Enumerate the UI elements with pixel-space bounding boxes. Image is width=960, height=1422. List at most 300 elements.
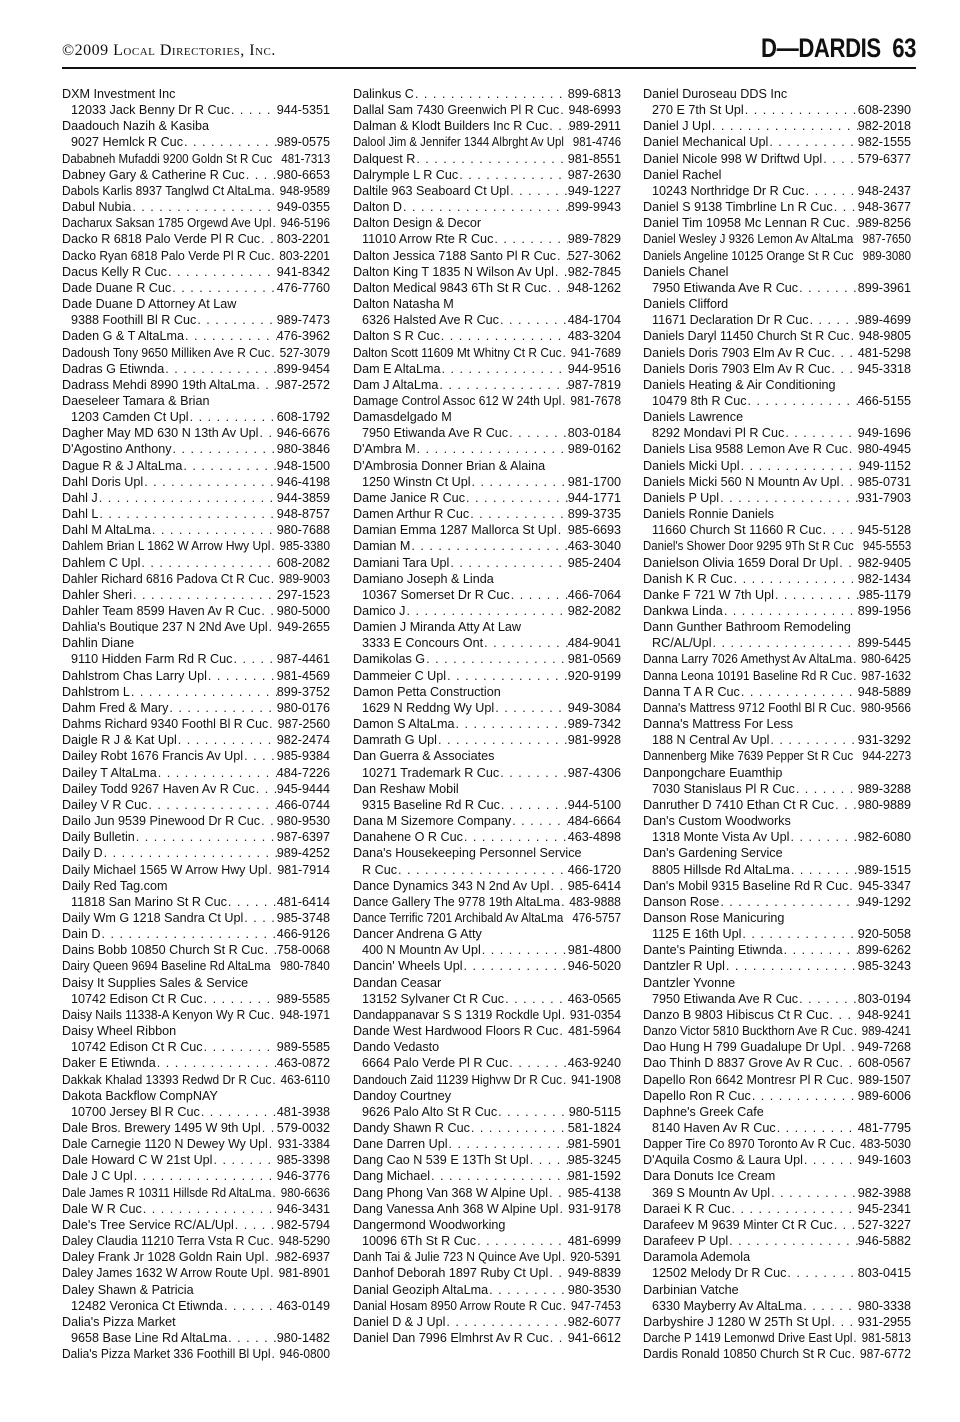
listing-name: Daden G & T AltaLma [62, 329, 185, 344]
listing-phone: 948-6993 [568, 103, 621, 118]
listing-entry [643, 474, 911, 490]
leader-dots [227, 894, 277, 910]
listing-entry [62, 668, 330, 684]
listing-entry [643, 215, 911, 231]
listing-phone: 899-9454 [276, 361, 330, 376]
listing-entry [62, 134, 330, 150]
listing-name: Daniels Lawrence [643, 410, 744, 425]
listing-name: Danhof Deborah 1897 Ruby Ct Upl [353, 1266, 549, 1281]
listing-entry [353, 377, 621, 393]
listing-phone: 899-3961 [857, 280, 911, 295]
listing-entry [62, 1185, 330, 1201]
listing-name: Damrath G Upl [353, 733, 437, 748]
listing-phone: 989-5585 [276, 991, 330, 1006]
listing-name: Damasdelgado M [353, 410, 452, 425]
listing-phone: 481-3938 [276, 1104, 330, 1119]
leader-dots [425, 651, 568, 667]
listing-entry [62, 797, 330, 813]
listing-name: 10367 Somerset Dr R Cuc [362, 587, 510, 602]
listing-phone: 987-4306 [567, 765, 621, 780]
listing-name: Darafeev P Upl [643, 1234, 729, 1249]
listing-heading [353, 684, 621, 700]
listing-entry [353, 1265, 621, 1281]
listing-phone: 931-9178 [568, 1201, 621, 1216]
listing-name: Dalton D [353, 200, 402, 215]
listing-name: Daniel S 9138 Timbrline Ln R Cuc [643, 200, 833, 215]
listing-phone: 466-5155 [857, 393, 911, 408]
listing-name: 7950 Etiwanda Ave R Cuc [362, 426, 509, 441]
leader-dots [168, 700, 276, 716]
leader-dots [504, 991, 568, 1007]
listing-name: Dadras G Etiwnda [62, 361, 165, 376]
listing-phone: 981-4800 [567, 943, 621, 958]
listing-entry [643, 1152, 911, 1168]
listing-entry [353, 797, 621, 813]
listing-phone: 980-4945 [857, 442, 911, 457]
listing-heading [353, 845, 621, 861]
listing-entry [353, 765, 621, 781]
leader-dots [790, 862, 858, 878]
listing-entry [643, 490, 911, 506]
listing-entry [643, 1330, 911, 1346]
listing-phone: 981-7678 [570, 393, 621, 408]
listing-name: 9658 Base Line Rd AltaLma [71, 1331, 228, 1346]
leader-dots [271, 1185, 280, 1201]
listing-entry [62, 1152, 330, 1168]
listing-name: Daily Red Tag.com [62, 878, 168, 893]
listing-name: Danh Tai & Julie 723 N Quince Ave Upl [353, 1250, 561, 1265]
listing-heading [643, 765, 911, 781]
leader-dots [488, 1282, 568, 1298]
listing-entry [643, 555, 911, 571]
listing-name: Dandy Shawn R Cuc [353, 1121, 470, 1135]
listing-phone: 985-1179 [858, 587, 911, 602]
listing-entry [353, 991, 621, 1007]
listing-name: 10271 Trademark R Cuc [362, 765, 500, 780]
leader-dots [268, 862, 278, 878]
listing-phone: 608-1792 [276, 410, 330, 425]
listing-phone: 463-9240 [567, 1056, 621, 1071]
listing-entry [643, 312, 911, 328]
listing-phone: 989-7342 [567, 717, 621, 732]
listing-name: Daniel Duroseau DDS Inc [643, 87, 788, 101]
leader-dots [499, 312, 568, 328]
listing-entry [643, 183, 911, 199]
listing-name: Dailey T AltaLma [62, 765, 157, 780]
leader-dots [852, 1330, 861, 1346]
leader-dots [834, 797, 858, 813]
listing-name: Daltile 963 Seaboard Ct Upl [353, 183, 510, 198]
listing-phone: 980-6425 [860, 652, 911, 667]
listing-entry [62, 377, 330, 393]
leader-dots [184, 328, 277, 344]
listing-name: Daphne's Greek Cafe [643, 1104, 764, 1119]
listing-phone: 985-9384 [276, 749, 330, 764]
leader-dots [784, 425, 857, 441]
leader-dots [271, 1072, 280, 1088]
leader-dots [841, 1039, 858, 1055]
listing-name: Dang Cao N 539 E 13Th St Upl [353, 1153, 529, 1168]
listing-name: Danahene O R Cuc [353, 830, 463, 845]
listing-name: Dahl L [62, 507, 99, 522]
leader-dots [156, 1055, 277, 1071]
listing-heading [643, 296, 911, 312]
listing-name: Dahms Richard 9340 Foothl Bl R Cuc [62, 717, 269, 732]
listing-name: Dacharux Saksan 1785 Orgewd Ave Upl [62, 216, 272, 231]
leader-dots [783, 942, 858, 958]
listing-entry [643, 781, 911, 797]
leader-dots [829, 1007, 858, 1023]
leader-dots [851, 1346, 860, 1362]
leader-dots [497, 1104, 569, 1120]
listing-phone: 920-9199 [567, 668, 621, 683]
leader-dots [470, 1120, 568, 1136]
listing-name: Daley Claudia 11210 Terra Vsta R Cuc [62, 1234, 270, 1249]
listing-heading [62, 975, 330, 991]
listing-heading [62, 393, 330, 409]
leader-dots [164, 361, 277, 377]
listing-name: 11671 Declaration Dr R Cuc [652, 313, 809, 328]
listing-name: Dacus Kelly R Cuc [62, 264, 167, 279]
listing-entry [62, 587, 330, 603]
listing-name: Daniels Micki 560 N Mountn Av Upl [643, 474, 840, 489]
listing-phone: 484-9041 [567, 636, 621, 651]
listing-phone: 981-5813 [861, 1331, 911, 1346]
listing-phone: 948-1500 [276, 458, 330, 473]
listing-entry [643, 458, 911, 474]
leader-dots [143, 474, 277, 490]
listing-phone: 987-4461 [276, 652, 330, 667]
listing-name: Dalrymple L R Cuc [353, 167, 459, 182]
listing-phone: 944-3859 [276, 490, 330, 505]
listing-entry [353, 506, 621, 522]
listing-entry [62, 1298, 330, 1314]
listing-entry [643, 1007, 911, 1023]
listing-phone: 466-9126 [276, 927, 330, 942]
leader-dots [98, 490, 277, 506]
listing-phone: 476-3962 [276, 329, 330, 344]
leader-dots [822, 151, 858, 167]
listing-entry [643, 151, 911, 167]
listing-heading [62, 296, 330, 312]
listing-phone: 803-2201 [279, 248, 330, 263]
listing-heading [643, 377, 911, 393]
listing-name: Damage Control Assoc 612 W 24th Upl [353, 393, 562, 408]
listing-entry [353, 134, 621, 150]
listing-name: Dale Howard C W 21st Upl [62, 1153, 213, 1168]
listing-entry [353, 1314, 621, 1330]
leader-dots [203, 991, 277, 1007]
listing-name: Damien J Miranda Atty At Law [353, 620, 521, 635]
listing-name: 12033 Jack Benny Dr R Cuc [71, 103, 230, 118]
listing-entry [643, 797, 911, 813]
listing-phone: 980-3338 [857, 1298, 911, 1313]
listing-name: Dale Carnegie 1120 N Dewey Wy Upl [62, 1137, 268, 1152]
leader-dots [261, 1120, 277, 1136]
listing-name: Dabols Karlis 8937 Tanglwd Ct AltaLma [62, 183, 271, 198]
listing-phone: 946-5882 [857, 1234, 911, 1249]
listing-heading [353, 926, 621, 942]
listing-column-1 [62, 86, 330, 1362]
leader-dots [167, 264, 277, 280]
listing-phone: 981-8551 [567, 151, 621, 166]
listing-name: Dane Darren Upl [353, 1137, 448, 1152]
listing-phone: 945-3347 [858, 878, 911, 893]
listing-phone: 899-6262 [857, 943, 911, 958]
listing-entry [643, 1314, 911, 1330]
leader-dots [465, 490, 568, 506]
listing-entry [353, 248, 621, 264]
listing-entry [353, 393, 621, 409]
listing-phone: 946-6676 [276, 426, 330, 441]
listing-entry [353, 958, 621, 974]
listing-phone: 981-1700 [567, 474, 621, 489]
leader-dots [556, 248, 568, 264]
listing-name: 12502 Melody Dr R Cuc [652, 1266, 787, 1281]
leader-dots [549, 878, 567, 894]
leader-dots [268, 1136, 278, 1152]
leader-dots [561, 1007, 570, 1023]
listing-name: Dan Reshaw Mobil [353, 781, 459, 796]
listing-phone: 476-7760 [276, 280, 330, 295]
leader-dots [182, 458, 276, 474]
leader-dots [227, 1330, 277, 1346]
listing-name: Dame Janice R Cuc [353, 490, 465, 505]
leader-dots [445, 1314, 567, 1330]
listing-phone: 608-2390 [857, 103, 911, 118]
listing-phone: 481-6414 [276, 894, 330, 909]
listing-entry [353, 280, 621, 296]
leader-dots [268, 619, 278, 635]
leader-dots [243, 910, 276, 926]
listing-name: Dance Terrific 7201 Archibald Av AltaLma [353, 910, 564, 925]
listing-entry [353, 1007, 621, 1023]
leader-dots [510, 587, 568, 603]
listing-name: Dana's Housekeeping Personnel Service [353, 846, 582, 861]
leader-dots [854, 248, 863, 264]
leader-dots [853, 748, 862, 764]
listing-name: Dahl Doris Upl [62, 474, 144, 489]
listing-phone: 987-1632 [861, 668, 911, 683]
listing-name: Damikolas G [353, 652, 426, 667]
leader-dots [548, 1265, 567, 1281]
listing-phone: 949-1696 [857, 426, 911, 441]
listing-entry [62, 942, 330, 958]
listing-entry [62, 684, 330, 700]
listing-phone: 989-0162 [567, 442, 621, 457]
listing-phone: 803-0194 [857, 991, 911, 1006]
listing-name: Danna's Mattress 9712 Foothl Bl R Cuc [643, 700, 852, 715]
listing-entry [353, 522, 621, 538]
listing-phone: 466-7064 [567, 587, 621, 602]
listing-name: Dance Dynamics 343 N 2nd Av Upl [353, 878, 550, 893]
listing-entry [643, 199, 911, 215]
leader-dots [132, 587, 277, 603]
listing-entry [643, 393, 911, 409]
leader-dots [798, 280, 858, 296]
listing-phone: 803-0415 [857, 1266, 911, 1281]
leader-dots [731, 1201, 858, 1217]
leader-dots [200, 1104, 277, 1120]
leader-dots [449, 555, 567, 571]
listing-heading [643, 910, 911, 926]
listing-phone: 982-1555 [857, 135, 911, 150]
listing-name: Daley Frank Jr 1028 Goldn Rain Upl [62, 1250, 265, 1265]
listing-phone: 987-6397 [276, 830, 330, 845]
listing-entry [643, 1136, 911, 1152]
header-rule [62, 67, 916, 69]
listing-phone: 899-3735 [567, 507, 621, 522]
leader-dots [405, 603, 567, 619]
listing-phone: 989-4241 [861, 1024, 911, 1039]
listing-phone: 481-6999 [567, 1234, 621, 1249]
listing-name: Daniels Doris 7903 Elm Av R Cuc [643, 345, 831, 360]
listing-name: Darche P 1419 Lemonwd Drive East Upl [643, 1331, 853, 1346]
listing-phone: 481-7795 [857, 1121, 911, 1135]
listing-name: Dao Hung H 799 Guadalupe Dr Upl [643, 1040, 842, 1055]
listing-entry [353, 86, 621, 102]
listing-name: Dantzler Yvonne [643, 975, 736, 990]
listing-name: Dann Gunther Bathroom Remodeling [643, 620, 851, 635]
listing-phone: 982-6080 [857, 830, 911, 845]
listing-entry [643, 345, 911, 361]
listing-phone: 481-5964 [568, 1024, 621, 1039]
leader-dots [183, 134, 277, 150]
listing-entry [353, 1330, 621, 1346]
listing-name: Dacko R 6818 Palo Verde Pl R Cuc [62, 232, 261, 247]
listing-phone: 948-1262 [567, 280, 621, 295]
listing-phone: 989-9003 [278, 571, 330, 586]
listing-entry [353, 167, 621, 183]
listing-phone: 948-8757 [276, 507, 330, 522]
listing-name: Dague R & J AltaLma [62, 458, 183, 473]
listing-phone: 483-5030 [860, 1137, 911, 1152]
listing-entry [643, 878, 911, 894]
listing-name: Dalton Medical 9843 6Th St R Cuc [353, 280, 547, 295]
leader-dots [851, 1136, 860, 1152]
listing-phone: 946-5196 [280, 216, 330, 231]
listing-heading [643, 1282, 911, 1298]
listing-phone: 980-3846 [276, 442, 330, 457]
leader-dots [255, 377, 277, 393]
listing-heading [353, 458, 621, 474]
leader-dots [830, 361, 857, 377]
leader-dots [172, 441, 277, 457]
listing-name: Daraei K R Cuc [643, 1201, 731, 1216]
listing-entry [643, 829, 911, 845]
listing-entry [353, 555, 621, 571]
listing-entry [353, 829, 621, 845]
listing-name: Dalton S R Cuc [353, 329, 440, 344]
leader-dots [786, 1265, 857, 1281]
leader-dots [415, 151, 567, 167]
leader-dots [177, 732, 277, 748]
listing-entry [62, 1104, 330, 1120]
leader-dots [849, 1072, 858, 1088]
listing-entry [62, 425, 330, 441]
listing-entry [62, 781, 330, 797]
listing-heading [62, 1314, 330, 1330]
listing-phone: 989-0575 [276, 135, 330, 150]
listing-name: Danruther D 7410 Ethan Ct R Cuc [643, 797, 835, 812]
listing-heading [643, 1168, 911, 1184]
listing-entry [62, 441, 330, 457]
listing-heading [643, 1104, 911, 1120]
listing-name: 9110 Hidden Farm Rd R Cuc [71, 652, 233, 667]
leader-dots [809, 312, 858, 328]
listing-name: Dantzler R Upl [643, 959, 725, 974]
listing-entry [62, 845, 330, 861]
listing-entry [62, 1136, 330, 1152]
leader-dots [789, 829, 857, 845]
listing-phone: 948-5290 [278, 1234, 330, 1249]
leader-dots [776, 1120, 858, 1136]
listing-phone: 463-6110 [280, 1072, 330, 1087]
listing-entry [353, 1233, 621, 1249]
listing-entry [62, 813, 330, 829]
listing-heading [62, 1023, 330, 1039]
listing-entry [62, 458, 330, 474]
listing-name: Daniels Chanel [643, 264, 729, 279]
listing-name: Daniels Heating & Air Conditioning [643, 377, 836, 392]
leader-dots [212, 1152, 276, 1168]
listing-entry [643, 1185, 911, 1201]
listing-phone: 980-0176 [276, 700, 330, 715]
listing-name: Danna T A R Cuc [643, 684, 740, 699]
listing-entry [62, 1072, 330, 1088]
listing-name: Dailey Todd 9267 Haven Av R Cuc [62, 781, 255, 796]
listing-phone: 948-9589 [279, 183, 330, 198]
leader-dots [805, 183, 858, 199]
listing-name: Daniel Mechanical Upl [643, 135, 769, 150]
listing-entry [62, 522, 330, 538]
listing-heading [353, 1039, 621, 1055]
listing-name: Dalool Jim & Jennifer 1344 Albrght Av Upl [353, 135, 564, 150]
leader-dots [802, 1298, 857, 1314]
listing-name: R Cuc [362, 862, 397, 877]
listing-entry [62, 958, 330, 974]
listing-heading [62, 1282, 330, 1298]
listing-name: Dababneh Mufaddi 9200 Goldn St R Cuc [62, 151, 273, 166]
listing-name: Dahlstrom L [62, 684, 130, 699]
listing-entry [62, 716, 330, 732]
listing-phone: 981-4569 [276, 668, 330, 683]
leader-dots [131, 199, 276, 215]
listing-entry [353, 700, 621, 716]
leader-dots [272, 151, 281, 167]
leader-dots [493, 231, 567, 247]
leader-dots [260, 603, 276, 619]
listing-entry [62, 264, 330, 280]
listing-entry [62, 1120, 330, 1136]
leader-dots [203, 1039, 277, 1055]
leader-dots [440, 328, 568, 344]
listing-phone: 949-2655 [277, 620, 330, 635]
listing-name: Daker E Etiwnda [62, 1056, 156, 1071]
listing-phone: 944-1771 [567, 490, 621, 505]
listing-entry [62, 910, 330, 926]
listing-entry [643, 134, 911, 150]
leader-dots [270, 538, 279, 554]
listing-name: Danke F 721 W 7th Upl [643, 587, 774, 602]
listing-name: Dapello Ron 6642 Montresr Pl R Cuc [643, 1072, 849, 1087]
listing-phone: 949-3084 [567, 700, 621, 715]
listing-entry [353, 603, 621, 619]
listing-name: 7950 Etiwanda Ave R Cuc [652, 991, 799, 1006]
listing-name: 1318 Monte Vista Av Upl [652, 830, 790, 845]
listing-name: Damon Petta Construction [353, 684, 501, 699]
leader-dots [271, 958, 280, 974]
